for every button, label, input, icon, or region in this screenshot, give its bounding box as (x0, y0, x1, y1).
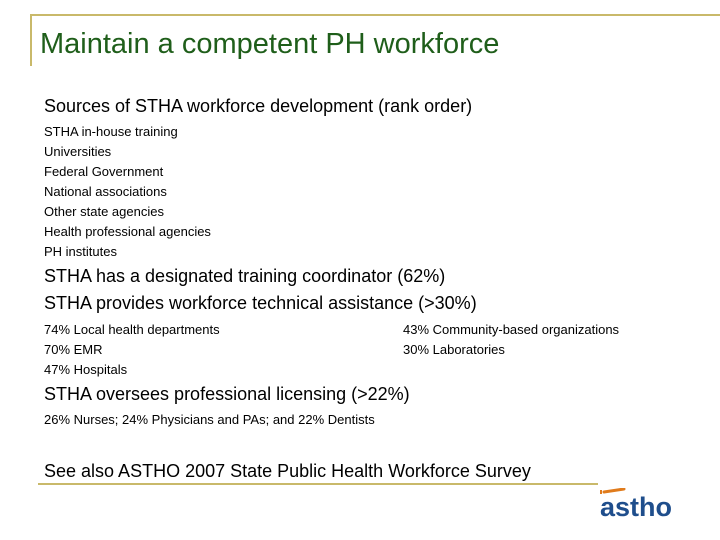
title-rule-vertical (30, 14, 32, 66)
source-item: STHA in-house training (44, 124, 178, 139)
logo-text: astho (600, 492, 673, 522)
licensing-heading: STHA oversees professional licensing (>22%) (44, 384, 410, 404)
coordinator-heading: STHA has a designated training coordinator (62%) (44, 266, 446, 286)
source-item: PH institutes (44, 244, 117, 259)
title-rule-horizontal (30, 14, 720, 16)
assistance-item: 47% Hospitals (44, 362, 128, 377)
assistance-item: 70% EMR (44, 342, 103, 357)
source-item: Federal Government (44, 164, 164, 179)
source-item: Health professional agencies (44, 224, 211, 239)
assistance-item: 30% Laboratories (403, 342, 505, 357)
bottom-rule (38, 483, 598, 485)
assistance-item: 43% Community-based organizations (403, 322, 620, 337)
source-item: National associations (44, 184, 167, 199)
astho-logo (598, 488, 702, 522)
source-item: Universities (44, 144, 112, 159)
assistance-item: 74% Local health departments (44, 322, 220, 337)
source-item: Other state agencies (44, 204, 164, 219)
licensing-detail: 26% Nurses; 24% Physicians and PAs; and 22% Dentists (44, 412, 375, 427)
assistance-heading: STHA provides workforce technical assistance (>30%) (44, 293, 477, 313)
slide-title: Maintain a competent PH workforce (40, 28, 500, 60)
see-also-note: See also ASTHO 2007 State Public Health Workforce Survey (44, 461, 531, 481)
sources-heading: Sources of STHA workforce development (rank order) (44, 96, 473, 116)
